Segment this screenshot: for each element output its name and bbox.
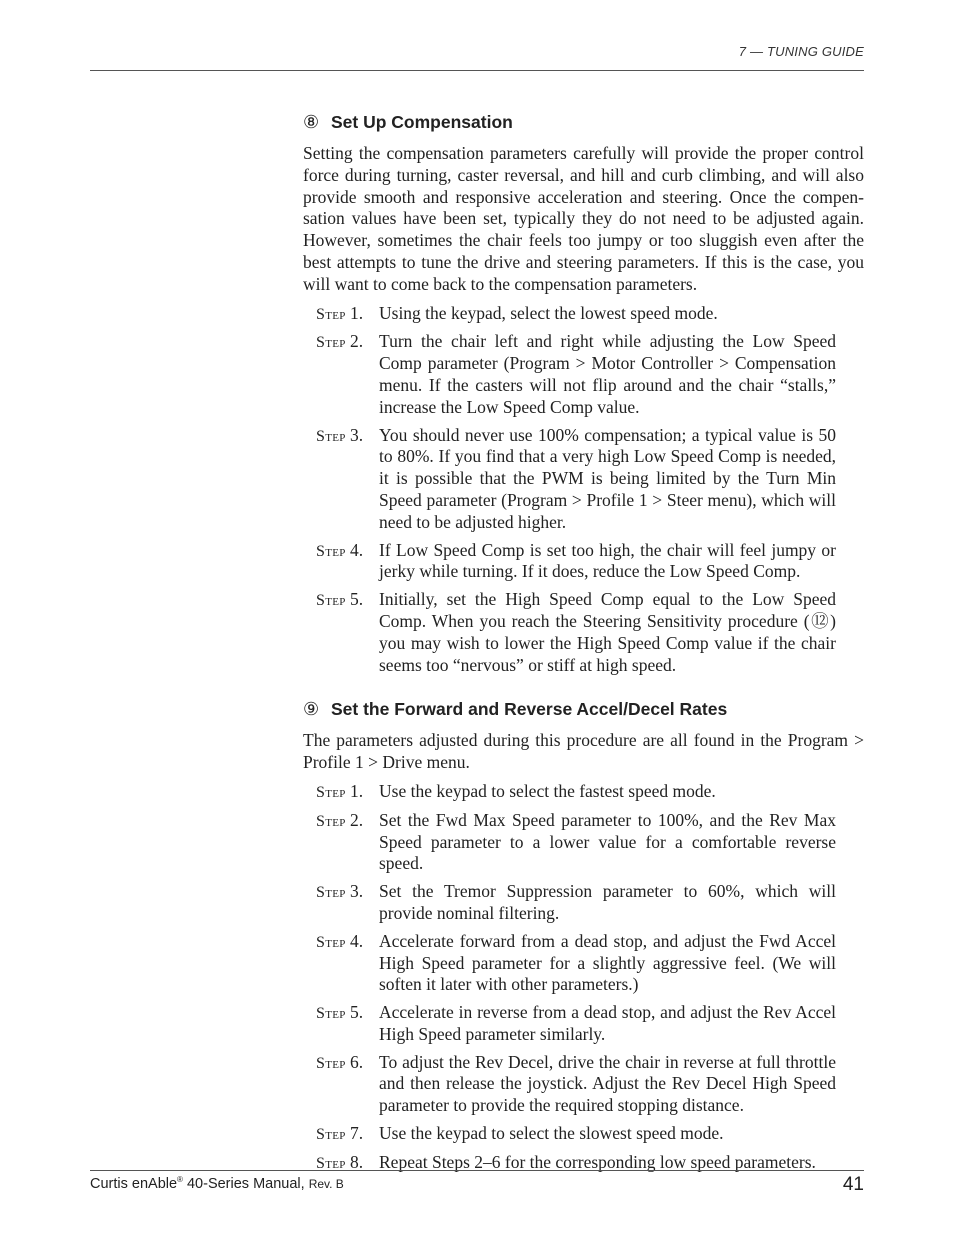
section-heading [303, 110, 864, 134]
step-number: 2. [350, 331, 364, 352]
step-label: Step [316, 1154, 346, 1172]
page-number: 41 [842, 1174, 864, 1195]
step-number: 3. [350, 424, 364, 445]
running-head: 7 — TUNING GUIDE [738, 44, 864, 59]
step-item [303, 1052, 864, 1117]
step-text: You should never use 100% compensation; a typical value is 50 to 80%. If you find that a very high Low Speed Comp is needed, it is possible that the PWM is being limited by the Turn Min Speed parameter (Program > Profile 1 > Steer menu), which will need to be adjusted higher. [379, 424, 836, 532]
manual-title: Curtis enAble® 40-Series Manual, Rev. B [90, 1175, 344, 1192]
step-text: Using the keypad, select the lowest speed mode. [379, 302, 718, 323]
step-list [303, 303, 864, 677]
step-item [303, 331, 864, 418]
step-number: 4. [350, 539, 364, 560]
page-content [303, 110, 864, 1181]
step-text: Initially, set the High Speed Comp equal to the Low Speed Comp. When you reach the Steering Sensitivity procedure (⑫) you may wish to lower the High Speed Comp value if the chair seems too “nervous” or stiff at high speed. [379, 589, 836, 675]
step-label: Step [316, 427, 346, 445]
section-set-up-compensation [303, 110, 864, 676]
step-item [303, 881, 864, 925]
step-label: Step [316, 884, 346, 902]
step-text: Use the keypad to select the slowest speed mode. [379, 1123, 724, 1144]
step-number: 7. [350, 1123, 364, 1144]
step-item [303, 303, 864, 326]
step-label: Step [316, 933, 346, 951]
step-label: Step [316, 1005, 346, 1023]
step-number: 5. [350, 589, 364, 610]
step-label: Step [316, 812, 346, 830]
step-text: If Low Speed Comp is set too high, the chair will feel jumpy or jerky while turning. If it does, reduce the Low Speed Comp. [379, 539, 836, 582]
step-list [303, 781, 864, 1175]
step-item [303, 1123, 864, 1146]
section-title: Set the Forward and Reverse Accel/Decel Rates [331, 699, 728, 720]
step-item [303, 1002, 864, 1046]
header-rule [90, 70, 864, 71]
step-number: 3. [350, 881, 364, 902]
section-accel-decel-rates [303, 697, 864, 1174]
step-item [303, 540, 864, 584]
step-number: 8. [350, 1151, 364, 1172]
step-text: Repeat Steps 2–6 for the corresponding low speed parameters. [379, 1151, 816, 1172]
step-text: Use the keypad to select the fastest speed mode. [379, 780, 716, 801]
step-text: Set the Tremor Suppression parameter to 60%, which will provide nominal filtering. [379, 881, 836, 923]
section-intro: The parameters adjusted during this procedure are all found in the Program > Profile 1 > Drive menu. [303, 730, 864, 773]
step-text: Accelerate in reverse from a dead stop, and adjust the Rev Accel High Speed parameter similarly. [379, 1002, 836, 1044]
step-label: Step [316, 783, 346, 801]
step-item [303, 931, 864, 996]
section-title: Set Up Compensation [331, 112, 513, 132]
step-label: Step [316, 305, 346, 323]
step-text: Set the Fwd Max Speed parameter to 100%, and the Rev Max Speed parameter to a lower value for a comfortable reverse speed. [379, 809, 836, 874]
step-label: Step [316, 1054, 346, 1072]
step-number: 2. [350, 809, 364, 830]
footer-rule [90, 1170, 864, 1171]
step-label: Step [316, 1126, 346, 1144]
step-text: Accelerate forward from a dead stop, and adjust the Fwd Accel High Speed parameter for a slightly aggressive feel. (We will soften it later with other parameters.) [379, 930, 836, 995]
step-number: 4. [350, 930, 364, 951]
section-number: ⑨ [303, 699, 320, 720]
step-number: 5. [350, 1002, 364, 1023]
revision-label: Rev. B [308, 1176, 344, 1191]
step-item [303, 1152, 864, 1175]
step-label: Step [316, 592, 346, 610]
step-text: Turn the chair left and right while adjusting the Low Speed Comp parameter (Program > Motor Controller > Compensation menu. If the casters will not flip around and the chair “stalls,” increase the Low Speed Comp value. [379, 331, 836, 417]
step-item [303, 589, 864, 676]
section-heading [303, 697, 864, 721]
step-number: 1. [350, 302, 364, 323]
step-text: To adjust the Rev Decel, drive the chair in reverse at full throttle and then release the joystick. Adjust the Rev Decel High Speed parameter to provide the required stopping distance. [379, 1051, 836, 1116]
step-label: Step [316, 542, 346, 560]
section-number: ⑧ [303, 112, 320, 132]
step-item [303, 425, 864, 534]
section-intro: Setting the compensation parameters carefully will provide the proper control force during turning, caster reversal, and hill and curb climbing, and will also provide smooth and responsive acceleration and steering. Once the compensation values have been set, typically they do not need to be adjusted again. However, sometimes the chair feels too jumpy or too sluggish even after the best attempts to tune the drive and steering parameters. If this is the case, you will want to come back to the compensation parameters. [303, 143, 864, 294]
step-number: 6. [350, 1051, 364, 1072]
step-item [303, 810, 864, 875]
step-item [303, 781, 864, 804]
step-number: 1. [350, 780, 364, 801]
step-label: Step [316, 334, 346, 352]
